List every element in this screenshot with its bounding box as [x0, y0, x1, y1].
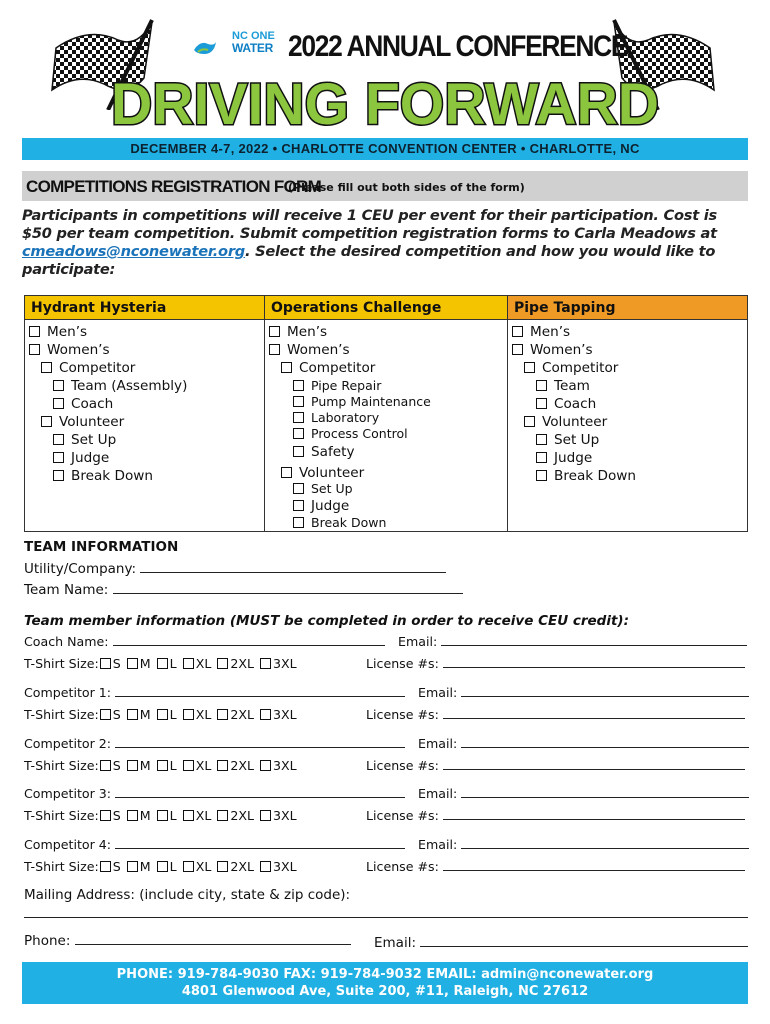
size-label: M — [139, 859, 151, 874]
size-label: XL — [195, 707, 212, 722]
checkbox-icon[interactable] — [100, 760, 111, 771]
size-label: 2XL — [230, 656, 255, 671]
operations-option-safety[interactable] — [293, 444, 354, 460]
tshirt-size-l[interactable] — [157, 758, 177, 773]
tshirt-size-m[interactable] — [127, 707, 151, 722]
coach-email-label: Email: — [398, 634, 438, 649]
operations-challenge-column — [265, 296, 508, 531]
tshirt-size-label: T-Shirt Size: — [24, 859, 99, 874]
coach-name-row — [24, 634, 385, 649]
size-label: M — [139, 707, 151, 722]
competitor-3-email-label: Email: — [418, 786, 458, 801]
checkbox-icon[interactable] — [100, 709, 111, 720]
competitor-2-label: Competitor 2: — [24, 736, 112, 751]
contact-email-label: Email: — [374, 935, 417, 951]
size-label: S — [112, 808, 121, 823]
tshirt-size-2xl[interactable] — [217, 707, 254, 722]
checkbox-icon[interactable] — [260, 760, 271, 771]
tshirt-size-label: T-Shirt Size: — [24, 758, 99, 773]
competitor-4-email-field[interactable] — [461, 838, 749, 849]
option-label: Pipe Repair — [311, 378, 382, 393]
option-label: Judge — [71, 450, 110, 466]
checkbox-icon[interactable] — [217, 861, 228, 872]
checkbox-icon[interactable] — [269, 326, 280, 337]
option-label: Volunteer — [59, 414, 125, 430]
checkbox-icon[interactable] — [217, 760, 228, 771]
size-label: S — [112, 859, 121, 874]
checkbox-icon[interactable] — [157, 810, 168, 821]
checkbox-icon[interactable] — [293, 396, 304, 407]
size-label: M — [139, 758, 151, 773]
license-label: License #s: — [366, 656, 439, 671]
competitor-4-name-row — [24, 837, 405, 852]
checkbox-icon[interactable] — [536, 434, 547, 445]
checkbox-icon[interactable] — [281, 467, 292, 478]
checkbox-icon[interactable] — [293, 500, 304, 511]
option-label: Coach — [71, 396, 114, 412]
competitor-4-email-label: Email: — [418, 837, 458, 852]
competitor-4-email-row — [418, 837, 749, 852]
size-label: M — [139, 808, 151, 823]
checkbox-icon[interactable] — [157, 709, 168, 720]
competitor-1-email-label: Email: — [418, 685, 458, 700]
size-label: XL — [195, 656, 212, 671]
operations-option-men-s[interactable] — [269, 324, 327, 340]
competitor-4-license-field[interactable] — [443, 860, 745, 871]
size-label: L — [169, 859, 177, 874]
size-label: 2XL — [230, 758, 255, 773]
tshirt-size-2xl[interactable] — [217, 758, 254, 773]
checkbox-icon[interactable] — [183, 709, 194, 720]
checkbox-icon[interactable] — [127, 810, 138, 821]
tshirt-size-xl[interactable] — [183, 707, 212, 722]
tshirt-size-2xl[interactable] — [217, 859, 254, 874]
competitor-3-license-row — [366, 808, 745, 823]
checkbox-icon[interactable] — [53, 380, 64, 391]
coach-name-field[interactable] — [113, 635, 385, 646]
coach-license-row — [366, 656, 745, 671]
checkbox-icon[interactable] — [293, 428, 304, 439]
size-label: 3XL — [273, 859, 297, 874]
checkbox-icon[interactable] — [41, 416, 52, 427]
checkbox-icon[interactable] — [217, 658, 228, 669]
checkbox-icon[interactable] — [29, 344, 40, 355]
hydrant-option-competitor[interactable] — [41, 360, 135, 376]
conference-title: 2022 ANNUAL CONFERENCE — [288, 30, 628, 63]
option-label: Women’s — [287, 342, 350, 358]
tshirt-size-label: T-Shirt Size: — [24, 808, 99, 823]
utility-company-label: Utility/Company: — [24, 561, 137, 577]
tshirt-size-m[interactable] — [127, 859, 151, 874]
mailing-address-label: Mailing Address: (include city, state & zip code): — [24, 887, 351, 903]
license-label: License #s: — [366, 758, 439, 773]
option-label: Judge — [311, 498, 350, 514]
size-label: S — [112, 707, 121, 722]
checkbox-icon[interactable] — [183, 760, 194, 771]
hydrant-option-judge[interactable] — [53, 450, 109, 466]
competitor-3-license-field[interactable] — [443, 809, 745, 820]
driving-forward-banner — [104, 72, 666, 136]
tshirt-size-s[interactable] — [100, 808, 121, 823]
utility-company-field[interactable] — [140, 562, 446, 573]
checkbox-icon[interactable] — [41, 362, 52, 373]
checkbox-icon[interactable] — [53, 452, 64, 463]
competitor-4-name-field[interactable] — [115, 838, 405, 849]
date-location-text: DECEMBER 4-7, 2022 • CHARLOTTE CONVENTION CENTER • CHARLOTTE, NC — [130, 141, 640, 156]
option-label: Break Down — [554, 468, 637, 484]
option-label: Team — [554, 378, 590, 394]
checkbox-icon[interactable] — [127, 861, 138, 872]
checkbox-icon[interactable] — [127, 709, 138, 720]
competitor-3-email-field[interactable] — [461, 787, 749, 798]
tshirt-size-s[interactable] — [100, 758, 121, 773]
operations-option-process-control[interactable] — [293, 426, 408, 441]
checkbox-icon[interactable] — [157, 760, 168, 771]
tshirt-size-l[interactable] — [157, 808, 177, 823]
hydrant-option-women-s[interactable] — [29, 342, 110, 358]
competitor-1-license-row — [366, 707, 745, 722]
checkbox-icon[interactable] — [100, 861, 111, 872]
checkbox-icon[interactable] — [269, 344, 280, 355]
size-label: L — [169, 707, 177, 722]
option-label: Safety — [311, 444, 355, 460]
size-label: 3XL — [273, 656, 297, 671]
size-label: XL — [195, 758, 212, 773]
competitor-2-license-row — [366, 758, 745, 773]
size-label: L — [169, 808, 177, 823]
checkbox-icon[interactable] — [53, 398, 64, 409]
option-label: Process Control — [311, 426, 408, 441]
option-label: Women’s — [47, 342, 110, 358]
operations-option-pipe-repair[interactable] — [293, 378, 381, 393]
nc-one-water-logo — [192, 30, 286, 70]
competitor-3-tshirt-row — [24, 808, 303, 823]
hydrant-hysteria-header: Hydrant Hysteria — [25, 296, 264, 320]
phone-row — [24, 933, 351, 949]
tshirt-size-xl[interactable] — [183, 808, 212, 823]
footer-address-line: 4801 Glenwood Ave, Suite 200, #11, Raleigh, NC 27612 — [181, 984, 589, 999]
tshirt-size-m[interactable] — [127, 656, 151, 671]
checkbox-icon[interactable] — [183, 810, 194, 821]
conference-header — [0, 0, 770, 168]
coach-label: Coach Name: — [24, 634, 109, 649]
operations-option-judge[interactable] — [293, 498, 349, 514]
checkbox-icon[interactable] — [293, 446, 304, 457]
checkbox-icon[interactable] — [183, 658, 194, 669]
pipe-option-coach[interactable] — [536, 396, 596, 412]
option-label: Competitor — [299, 360, 376, 376]
date-location-bar — [22, 138, 748, 160]
intro-text-2: . Select the desired competition and how you would like to participate: — [22, 243, 716, 278]
competitor-1-label: Competitor 1: — [24, 685, 112, 700]
option-label: Men’s — [530, 324, 571, 340]
tshirt-size-l[interactable] — [157, 859, 177, 874]
tshirt-size-3xl[interactable] — [260, 707, 297, 722]
tshirt-size-3xl[interactable] — [260, 656, 297, 671]
size-label: 2XL — [230, 707, 255, 722]
tshirt-size-xl[interactable] — [183, 859, 212, 874]
checkbox-icon[interactable] — [127, 760, 138, 771]
hydrant-option-volunteer[interactable] — [41, 414, 124, 430]
checkbox-icon[interactable] — [536, 470, 547, 481]
tshirt-size-l[interactable] — [157, 707, 177, 722]
option-label: Set Up — [311, 481, 353, 496]
size-label: 3XL — [273, 808, 297, 823]
operations-option-competitor[interactable] — [281, 360, 375, 376]
pipe-option-team[interactable] — [536, 378, 590, 394]
option-label: Team (Assembly) — [71, 378, 188, 394]
checkbox-icon[interactable] — [536, 452, 547, 463]
checkbox-icon[interactable] — [53, 470, 64, 481]
contact-email-row — [374, 935, 748, 951]
hydrant-option-men-s[interactable] — [29, 324, 87, 340]
size-label: L — [169, 758, 177, 773]
license-label: License #s: — [366, 859, 439, 874]
checkbox-icon[interactable] — [293, 412, 304, 423]
banner-text: DRIVING FORWARD — [111, 72, 659, 136]
operations-challenge-header: Operations Challenge — [265, 296, 507, 320]
competitor-2-email-row — [418, 736, 749, 751]
operations-option-break-down[interactable] — [293, 515, 386, 530]
tshirt-size-3xl[interactable] — [260, 808, 297, 823]
size-label: S — [112, 656, 121, 671]
competitor-4-tshirt-row — [24, 859, 303, 874]
checkbox-icon[interactable] — [524, 416, 535, 427]
checkbox-icon[interactable] — [100, 658, 111, 669]
option-label: Coach — [554, 396, 597, 412]
checkbox-icon[interactable] — [29, 326, 40, 337]
competitor-2-name-row — [24, 736, 405, 751]
checkbox-icon[interactable] — [293, 517, 304, 528]
option-label: Men’s — [287, 324, 328, 340]
competitor-2-email-field[interactable] — [461, 737, 749, 748]
coach-email-row — [398, 634, 747, 649]
coach-license-field[interactable] — [443, 657, 745, 668]
tshirt-size-2xl[interactable] — [217, 808, 254, 823]
form-note: (Please fill out both sides of the form) — [288, 181, 525, 194]
pipe-option-break-down[interactable] — [536, 468, 636, 484]
tshirt-size-m[interactable] — [127, 758, 151, 773]
size-label: L — [169, 656, 177, 671]
competitor-2-tshirt-row — [24, 758, 303, 773]
license-label: License #s: — [366, 808, 439, 823]
checkbox-icon[interactable] — [536, 398, 547, 409]
tshirt-size-3xl[interactable] — [260, 859, 297, 874]
checkbox-icon[interactable] — [260, 709, 271, 720]
intro-text-1: Participants in competitions will receive 1 CEU per event for their participation. Cost is $50 per team competition. Submit competition registration forms to Carla Meadows at — [22, 207, 717, 242]
size-label: XL — [195, 859, 212, 874]
pipe-tapping-header: Pipe Tapping — [508, 296, 747, 320]
utility-company-row — [24, 561, 446, 577]
pipe-option-set-up[interactable] — [536, 432, 599, 448]
checkbox-icon[interactable] — [127, 658, 138, 669]
tshirt-size-2xl[interactable] — [217, 656, 254, 671]
option-label: Competitor — [59, 360, 136, 376]
form-title-bar — [22, 171, 748, 201]
size-label: M — [139, 656, 151, 671]
competitor-4-label: Competitor 4: — [24, 837, 112, 852]
hydrant-option-set-up[interactable] — [53, 432, 116, 448]
operations-option-set-up[interactable] — [293, 481, 353, 496]
option-label: Set Up — [554, 432, 600, 448]
option-label: Break Down — [71, 468, 154, 484]
tshirt-size-s[interactable] — [100, 859, 121, 874]
checkbox-icon[interactable] — [217, 709, 228, 720]
mailing-address-field[interactable] — [24, 906, 748, 918]
option-label: Women’s — [530, 342, 593, 358]
option-label: Competitor — [542, 360, 619, 376]
competitor-1-email-row — [418, 685, 749, 700]
team-name-label: Team Name: — [24, 582, 109, 598]
tshirt-size-s[interactable] — [100, 707, 121, 722]
checkbox-icon[interactable] — [281, 362, 292, 373]
team-information-heading: TEAM INFORMATION — [24, 539, 179, 555]
size-label: 2XL — [230, 859, 255, 874]
competitor-4-license-row — [366, 859, 745, 874]
contact-email-field[interactable] — [420, 936, 748, 947]
tshirt-size-xl[interactable] — [183, 758, 212, 773]
pipe-option-women-s[interactable] — [512, 342, 593, 358]
pipe-tapping-column — [508, 296, 747, 531]
hydrant-option-break-down[interactable] — [53, 468, 153, 484]
size-label: XL — [195, 808, 212, 823]
competitor-1-license-field[interactable] — [443, 708, 745, 719]
form-title: COMPETITIONS REGISTRATION FORM — [26, 177, 322, 196]
checkbox-icon[interactable] — [183, 861, 194, 872]
logo-text-water: WATER — [232, 41, 273, 55]
logo-text-nc-one: NC ONE — [232, 30, 275, 42]
pipe-option-volunteer[interactable] — [524, 414, 607, 430]
competitor-1-tshirt-row — [24, 707, 303, 722]
option-label: Pump Maintenance — [311, 394, 431, 409]
size-label: S — [112, 758, 121, 773]
checkbox-icon[interactable] — [157, 658, 168, 669]
competitor-3-label: Competitor 3: — [24, 786, 112, 801]
competitor-2-email-label: Email: — [418, 736, 458, 751]
competitor-3-email-row — [418, 786, 749, 801]
water-drop-logo-icon — [192, 38, 218, 58]
competitor-3-name-field[interactable] — [115, 787, 405, 798]
option-label: Laboratory — [311, 410, 380, 425]
tshirt-size-label: T-Shirt Size: — [24, 656, 99, 671]
contact-email-link[interactable]: cmeadows@nconewater.org — [22, 243, 245, 260]
operations-option-pump-maintenance[interactable] — [293, 394, 431, 409]
checkbox-icon[interactable] — [217, 810, 228, 821]
competitor-1-name-field[interactable] — [115, 686, 405, 697]
tshirt-size-m[interactable] — [127, 808, 151, 823]
checkbox-icon[interactable] — [293, 380, 304, 391]
tshirt-size-label: T-Shirt Size: — [24, 707, 99, 722]
team-name-field[interactable] — [113, 583, 463, 594]
option-label: Break Down — [311, 515, 387, 530]
contact-footer — [22, 962, 748, 1004]
coach-tshirt-row — [24, 656, 303, 671]
checkbox-icon[interactable] — [53, 434, 64, 445]
size-label: 3XL — [273, 758, 297, 773]
pipe-option-judge[interactable] — [536, 450, 592, 466]
intro-paragraph — [22, 207, 748, 279]
competitor-3-name-row — [24, 786, 405, 801]
competitor-1-email-field[interactable] — [461, 686, 749, 697]
hydrant-option-team-assembly[interactable] — [53, 378, 187, 394]
checkbox-icon[interactable] — [260, 861, 271, 872]
competitions-table — [24, 295, 748, 532]
pipe-option-competitor[interactable] — [524, 360, 618, 376]
checkbox-icon[interactable] — [512, 344, 523, 355]
checkbox-icon[interactable] — [157, 861, 168, 872]
checkbox-icon[interactable] — [536, 380, 547, 391]
checkbox-icon[interactable] — [260, 810, 271, 821]
size-label: 2XL — [230, 808, 255, 823]
team-name-row — [24, 582, 463, 598]
option-label: Volunteer — [542, 414, 608, 430]
footer-contact-line: PHONE: 919-784-9030 FAX: 919-784-9032 EMAIL: admin@nconewater.org — [116, 967, 654, 982]
competitor-1-name-row — [24, 685, 405, 700]
tshirt-size-s[interactable] — [100, 656, 121, 671]
competitor-2-license-field[interactable] — [443, 759, 745, 770]
hydrant-hysteria-column — [25, 296, 265, 531]
operations-option-volunteer[interactable] — [281, 465, 364, 481]
tshirt-size-l[interactable] — [157, 656, 177, 671]
tshirt-size-xl[interactable] — [183, 656, 212, 671]
checkbox-icon[interactable] — [512, 326, 523, 337]
hydrant-option-coach[interactable] — [53, 396, 113, 412]
competitor-2-name-field[interactable] — [115, 737, 405, 748]
phone-label: Phone: — [24, 933, 71, 949]
option-label: Men’s — [47, 324, 88, 340]
checkbox-icon[interactable] — [260, 658, 271, 669]
option-label: Judge — [554, 450, 593, 466]
team-member-heading: Team member information (MUST be completed in order to receive CEU credit): — [24, 613, 629, 629]
operations-option-women-s[interactable] — [269, 342, 350, 358]
size-label: 3XL — [273, 707, 297, 722]
pipe-option-men-s[interactable] — [512, 324, 570, 340]
checkbox-icon[interactable] — [524, 362, 535, 373]
tshirt-size-3xl[interactable] — [260, 758, 297, 773]
checkbox-icon[interactable] — [100, 810, 111, 821]
coach-email-field[interactable] — [441, 635, 747, 646]
option-label: Volunteer — [299, 465, 365, 481]
operations-option-laboratory[interactable] — [293, 410, 379, 425]
option-label: Set Up — [71, 432, 117, 448]
license-label: License #s: — [366, 707, 439, 722]
phone-field[interactable] — [75, 934, 351, 945]
checkbox-icon[interactable] — [293, 483, 304, 494]
